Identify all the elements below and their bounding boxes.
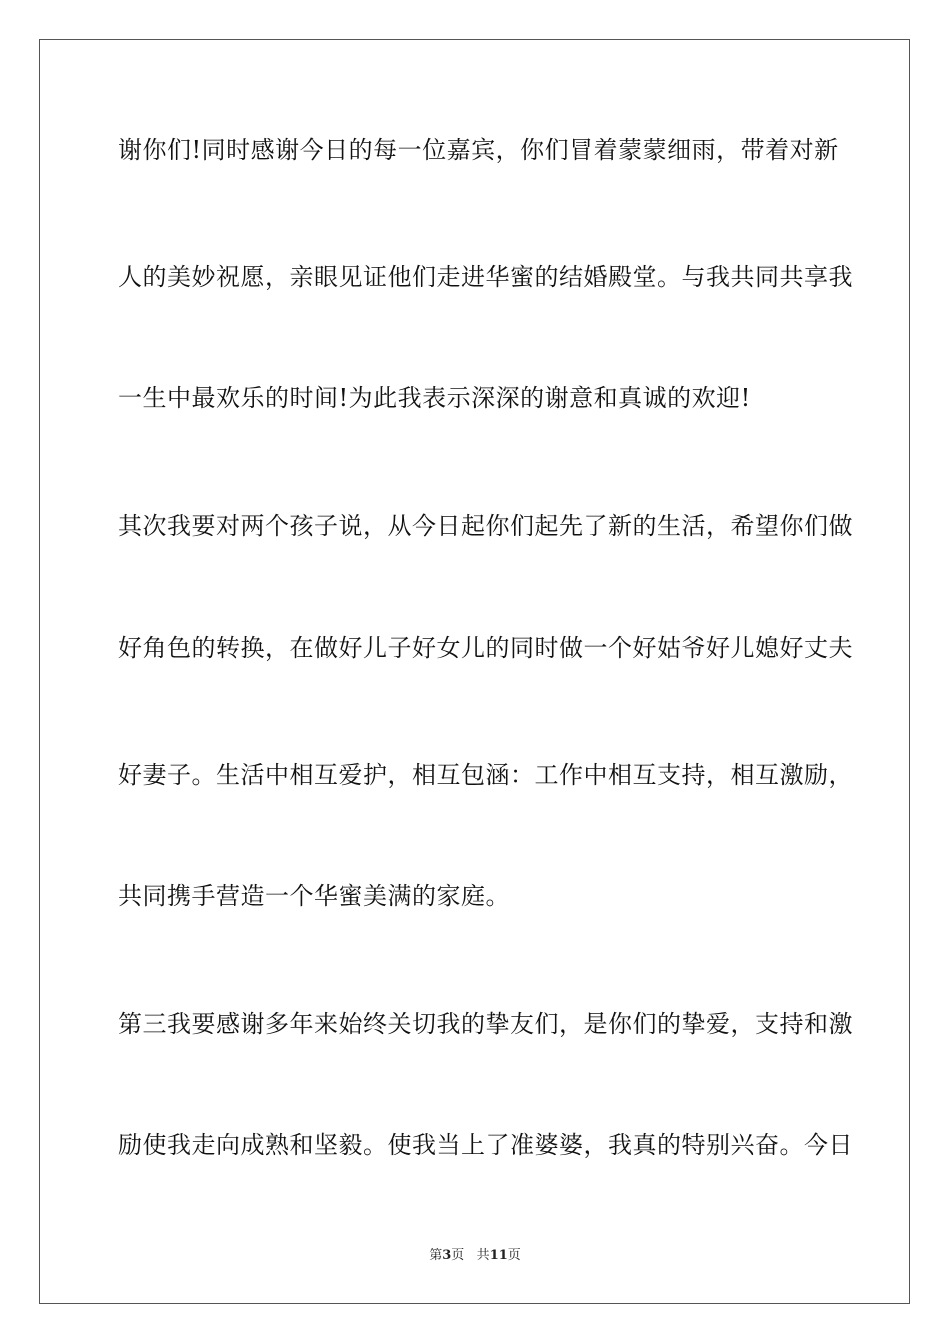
page-frame [39, 39, 910, 1304]
total-prefix: 共 [476, 1248, 490, 1263]
text-line-5: 好角色的转换，在做好儿子好女儿的同时做一个好姑爷好儿媳好丈夫 [118, 634, 853, 662]
page-number: 3 [442, 1248, 452, 1263]
text-line-7: 共同携手营造一个华蜜美满的家庭。 [118, 882, 510, 910]
text-line-4: 其次我要对两个孩子说，从今日起你们起先了新的生活，希望你们做 [118, 512, 853, 540]
text-line-1: 谢你们!同时感谢今日的每一位嘉宾，你们冒着蒙蒙细雨，带着对新 [118, 136, 839, 164]
total-pages: 11 [489, 1248, 508, 1263]
text-line-9: 励使我走向成熟和坚毅。使我当上了准婆婆，我真的特别兴奋。今日 [118, 1131, 853, 1159]
text-line-2: 人的美妙祝愿，亲眼见证他们走进华蜜的结婚殿堂。与我共同共享我 [118, 263, 853, 291]
text-line-3: 一生中最欢乐的时间!为此我表示深深的谢意和真诚的欢迎! [118, 384, 751, 412]
page-suffix: 页 [451, 1248, 465, 1263]
total-suffix: 页 [507, 1248, 521, 1263]
page-prefix: 第 [429, 1248, 443, 1263]
text-line-8: 第三我要感谢多年来始终关切我的挚友们，是你们的挚爱，支持和激 [118, 1010, 853, 1038]
page-footer [0, 1247, 950, 1265]
text-line-6: 好妻子。生活中相互爱护，相互包涵：工作中相互支持，相互激励， [118, 761, 853, 789]
